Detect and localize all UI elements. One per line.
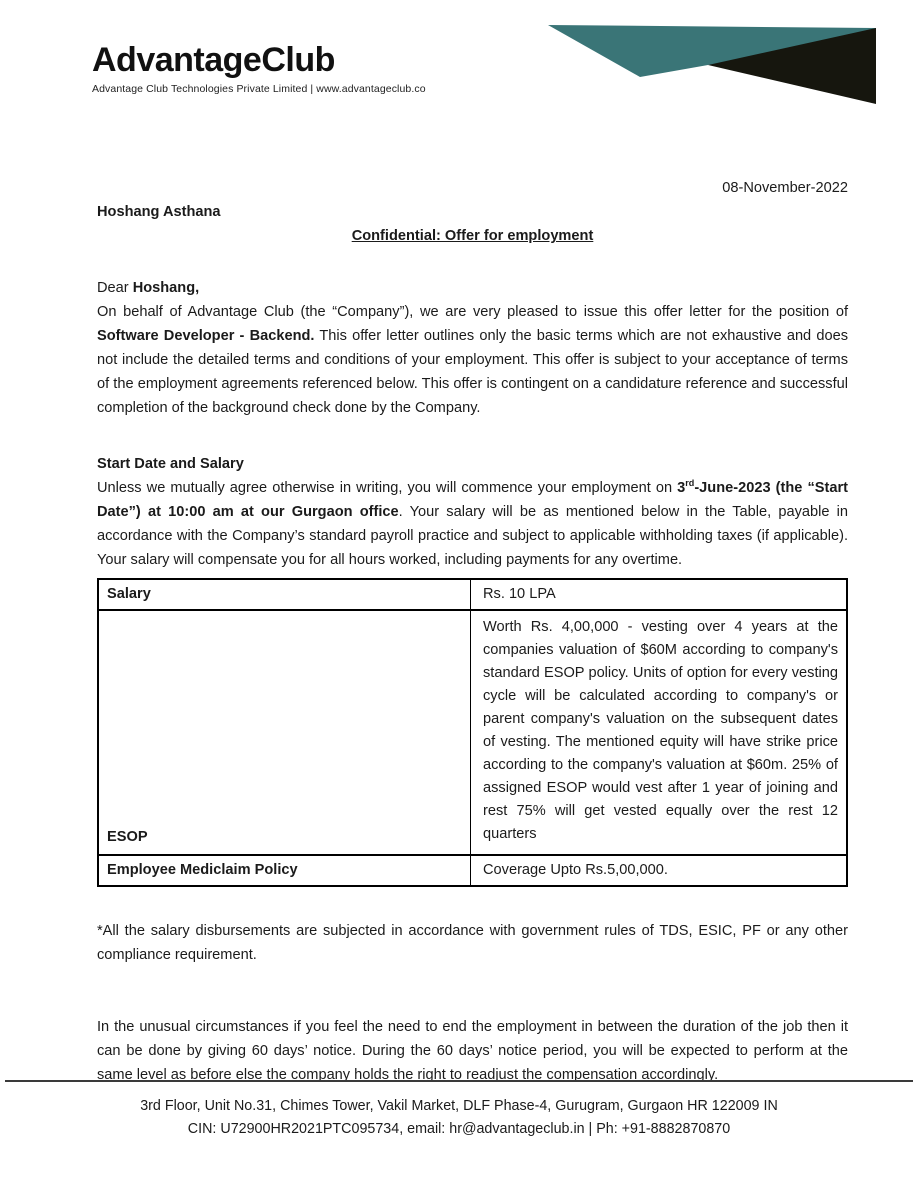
footer-address: 3rd Floor, Unit No.31, Chimes Tower, Vakil Market, DLF Phase-4, Gurugram, Gurgaon HR 122009 IN — [140, 1098, 778, 1114]
intro-text-2: This offer letter outlines only the basic terms which are not exhaustive and does not include the detailed terms and conditions of your employment. This offer is subject to your acceptance of terms of the employment agreements referenced below. This offer is contingent on a candidature reference and successful completion of the background check done by the Company. — [97, 328, 848, 416]
spacer — [97, 991, 848, 1015]
letter-date: 08-November-2022 — [722, 180, 848, 196]
start-date-ordinal: rd — [685, 478, 695, 489]
letter-body — [97, 176, 848, 1087]
table-row-esop — [98, 610, 847, 855]
esop-label: ESOP — [98, 610, 471, 855]
intro-paragraph — [97, 300, 848, 420]
compensation-table — [97, 578, 848, 887]
footer-contact: CIN: U72900HR2021PTC095734, email: hr@advantageclub.in | Ph: +91-8882870870 — [187, 1121, 731, 1137]
esop-value: Worth Rs. 4,00,000 - vesting over 4 years at the companies valuation of $60M according to company's standard ESOP policy. Units of option for every vesting cycle will be calculated according to company's or parent company's valuation on the subsequent dates of vesting. The mentioned equity will have strike price according to the company's valuation at $60m. 25% of assigned ESOP would vest after 1 year of joining and rest 75% will get vested equally over the rest 12 quarters — [471, 610, 848, 855]
header-decoration-graphic — [545, 20, 880, 110]
footer — [0, 1095, 918, 1141]
greeting-prefix: Dear — [97, 280, 133, 296]
company-logo — [92, 42, 426, 95]
spacer — [97, 420, 848, 452]
spacer — [97, 967, 848, 991]
mediclaim-label: Employee Mediclaim Policy — [98, 855, 471, 886]
mediclaim-value: Coverage Upto Rs.5,00,000. — [471, 855, 848, 886]
company-logo-tagline: Advantage Club Technologies Private Limited | www.advantageclub.co — [92, 83, 426, 96]
start-date-day: 3 — [677, 480, 686, 496]
company-logo-title: AdvantageClub — [92, 41, 335, 79]
greeting-name: Hoshang, — [132, 280, 200, 296]
start-text-2: . Your salary will be as mentioned below in the Table, payable in accordance with the Company’s standard payroll practice and subject to applicable withholding taxes (if applicable). Your salary will compensate you for all hours worked, including payments for any overtime. — [97, 504, 849, 568]
table-row-mediclaim — [98, 855, 847, 886]
greeting-line — [97, 276, 848, 300]
spacer — [97, 887, 848, 919]
start-text-1: Unless we mutually agree otherwise in writing, you will commence your employment on — [97, 480, 678, 496]
salary-label: Salary — [98, 579, 471, 610]
intro-text-1: On behalf of Advantage Club (the “Company”), we are very pleased to issue this offer letter for the position of — [97, 304, 848, 320]
subject-line: Confidential: Offer for employment — [351, 228, 594, 244]
table-row-salary — [98, 579, 847, 610]
start-date-rest: -June-2023 (the “Start Date”) at 10:00 am at our Gurgaon office — [97, 480, 848, 520]
notice-period-paragraph: In the unusual circumstances if you feel the need to end the employment in between the duration of the job then it can be done by giving 60 days’ notice. During the 60 days’ notice period, you will be expected to perform at the same level as before else the company holds the right to readjust the compensation accordingly. — [97, 1019, 848, 1083]
start-date-salary-heading: Start Date and Salary — [97, 456, 244, 472]
spacer — [97, 248, 848, 276]
salary-value: Rs. 10 LPA — [471, 579, 848, 610]
start-date-paragraph — [97, 476, 848, 572]
salary-disclaimer-paragraph: *All the salary disbursements are subjected in accordance with government rules of TDS, ESIC, PF or any other compliance requirement. — [97, 923, 848, 963]
recipient-name: Hoshang Asthana — [97, 204, 221, 220]
position-title: Software Developer - Backend. — [97, 328, 315, 344]
footer-divider — [5, 1080, 913, 1082]
